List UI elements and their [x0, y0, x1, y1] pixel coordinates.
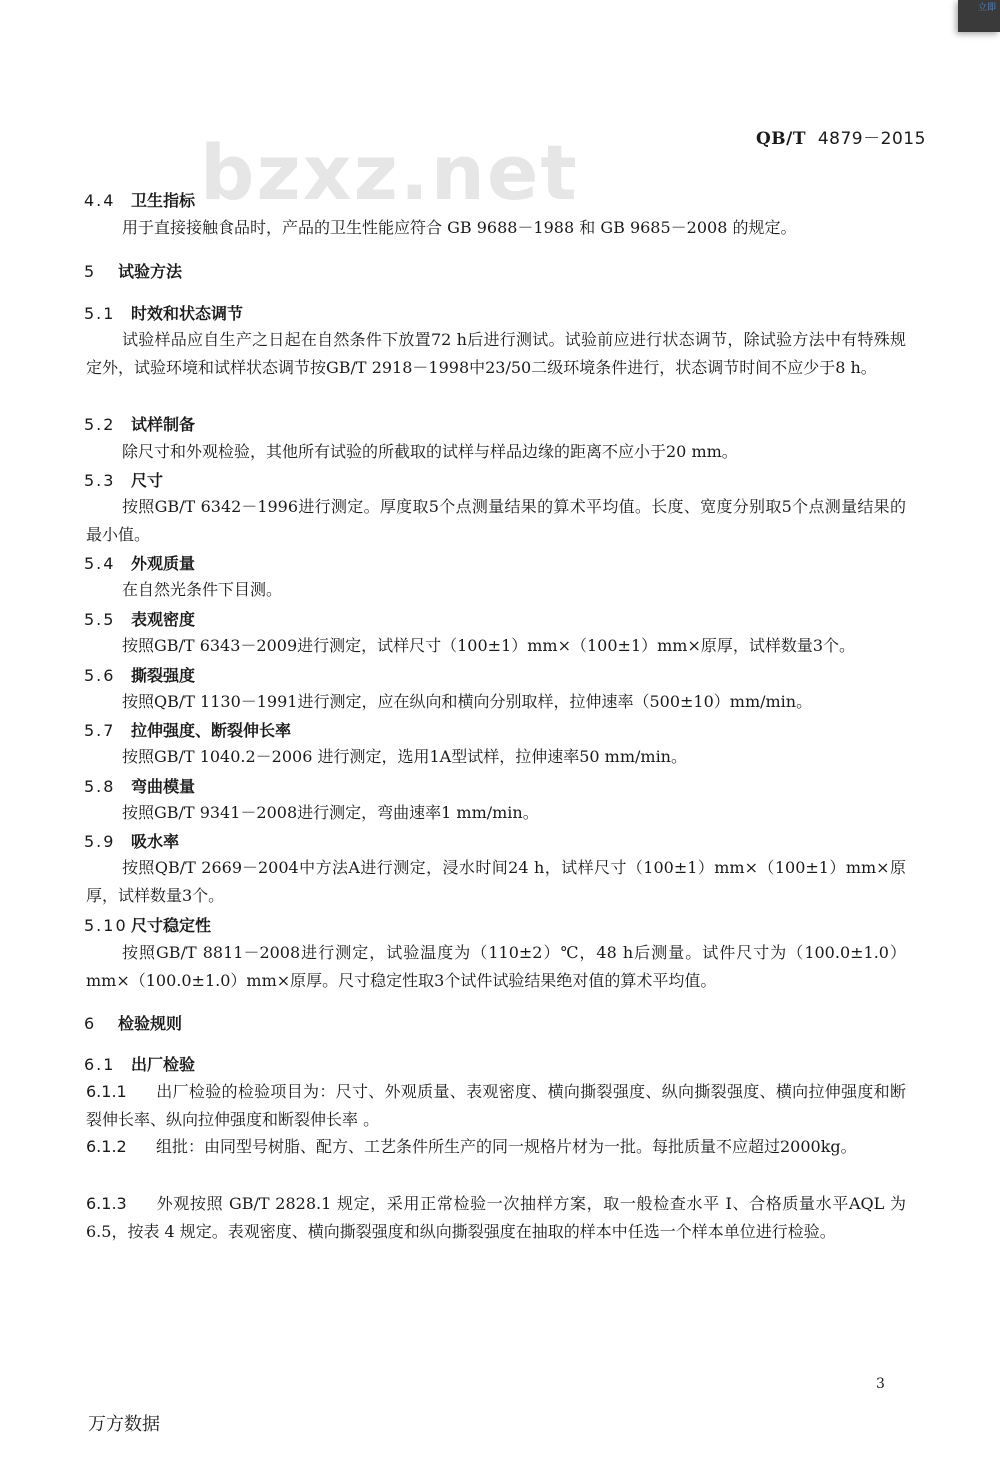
clause-number: 6.1.1 [86, 1082, 127, 1101]
corner-tab[interactable] [958, 0, 1000, 32]
clause-text: 外观按照 GB/T 2828.1 规定，采用正常检验一次抽样方案，取一般检查水平 I、合格质量水平AQL 为 6.5，按表 4 规定。表观密度、横向撕裂强度和纵向撕裂强度在抽取的样本中任选一个样本单位进行检验。 [86, 1194, 906, 1241]
section-heading [84, 607, 195, 630]
section-number: 5.8 [84, 777, 116, 796]
section-text: 按照GB/T 8811－2008进行测定，试验温度为（110±2）℃，48 h后测量。试件尺寸为（100.0±1.0）mm×（100.0±1.0）mm×原厚。尺寸稳定性取3个试件试验结果绝对值的算术平均值。 [86, 943, 906, 990]
section-number: 6.1 [84, 1055, 116, 1074]
section-number: 5 [84, 262, 97, 281]
section-text: 按照GB/T 9341－2008进行测定，弯曲速率1 mm/min。 [122, 803, 539, 822]
corner-tab-label[interactable]: 立即 [977, 3, 996, 13]
clause-text: 出厂检验的检验项目为：尺寸、外观质量、表观密度、横向撕裂强度、纵向撕裂强度、横向拉伸强度和断裂伸长率、纵向拉伸强度和断裂伸长率 。 [86, 1082, 906, 1129]
section-title: 拉伸强度、断裂伸长率 [131, 721, 292, 740]
section-number: 5.4 [84, 554, 116, 573]
section-text: 按照GB/T 1040.2－2006 进行测定，选用1A型试样，拉伸速率50 mm/min。 [122, 747, 687, 766]
section-text: 按照GB/T 6343－2009进行测定，试样尺寸（100±1）mm×（100±1）mm×原厚，试样数量3个。 [122, 636, 856, 655]
section-heading [84, 468, 163, 491]
section-number: 5.9 [84, 832, 116, 851]
section-heading [84, 718, 291, 741]
section-title: 卫生指标 [131, 191, 196, 210]
page-number: 3 [876, 1376, 885, 1392]
section-heading [84, 663, 195, 686]
section-heading [84, 188, 195, 211]
section-title: 外观质量 [131, 554, 196, 573]
section-heading [84, 301, 243, 324]
section-title: 弯曲模量 [131, 777, 196, 796]
section-number: 6 [84, 1014, 97, 1033]
section-title: 试验方法 [118, 262, 183, 281]
clause-paragraph [86, 1078, 906, 1133]
section-heading [84, 412, 195, 435]
section-title: 出厂检验 [131, 1055, 196, 1074]
standard-code [756, 124, 926, 149]
footer-source: 万方数据 [88, 1414, 160, 1435]
section-title: 吸水率 [131, 832, 180, 851]
section-title: 表观密度 [131, 610, 196, 629]
clause-paragraph [86, 1133, 906, 1161]
section-title: 检验规则 [118, 1014, 183, 1033]
standard-code-number: 4879－2015 [817, 129, 926, 149]
section-number: 5.6 [84, 666, 116, 685]
section-number: 4.4 [84, 191, 116, 210]
section-heading [84, 774, 195, 797]
section-heading [84, 259, 182, 282]
clause-number: 6.1.3 [86, 1194, 127, 1213]
section-title: 撕裂强度 [131, 666, 196, 685]
section-text: 按照GB/T 6342－1996进行测定。厚度取5个点测量结果的算术平均值。长度、宽度分别取5个点测量结果的最小值。 [86, 497, 906, 544]
clause-paragraph [86, 1190, 906, 1245]
clause-number: 6.1.2 [86, 1137, 127, 1156]
section-text: 试验样品应自生产之日起在自然条件下放置72 h后进行测试。试验前应进行状态调节，除试验方法中有特殊规定外，试验环境和试样状态调节按GB/T 2918－1998中23/50二级环境条件进行，状态调节时间不应少于8 h。 [86, 330, 906, 377]
section-number: 5.10 [84, 916, 128, 935]
section-text: 用于直接接触食品时，产品的卫生性能应符合 GB 9688－1988 和 GB 9685－2008 的规定。 [122, 218, 797, 237]
section-number: 5.3 [84, 471, 116, 490]
section-heading [84, 829, 179, 852]
section-title: 尺寸稳定性 [131, 916, 212, 935]
section-number: 5.1 [84, 304, 116, 323]
section-text: 按照QB/T 1130－1991进行测定，应在纵向和横向分别取样，拉伸速率（500±10）mm/min。 [122, 692, 813, 711]
section-heading [84, 1052, 195, 1075]
section-heading [84, 913, 211, 936]
clause-text: 组批：由同型号树脂、配方、工艺条件所生产的同一规格片材为一批。每批质量不应超过2000kg。 [156, 1137, 857, 1156]
section-title: 试样制备 [131, 415, 196, 434]
watermark: bzxz.net [200, 128, 579, 217]
section-text: 按照QB/T 2669－2004中方法A进行测定，浸水时间24 h，试样尺寸（100±1）mm×（100±1）mm×原厚，试样数量3个。 [86, 858, 906, 905]
section-number: 5.2 [84, 415, 116, 434]
standard-code-prefix: QB/T [756, 129, 807, 149]
section-heading [84, 1011, 182, 1034]
section-heading [84, 551, 195, 574]
section-title: 尺寸 [131, 471, 164, 490]
section-title: 时效和状态调节 [131, 304, 244, 323]
section-number: 5.5 [84, 610, 116, 629]
section-number: 5.7 [84, 721, 116, 740]
section-text: 在自然光条件下目测。 [122, 580, 283, 599]
section-text: 除尺寸和外观检验，其他所有试验的所截取的试样与样品边缘的距离不应小于20 mm。 [122, 442, 738, 461]
